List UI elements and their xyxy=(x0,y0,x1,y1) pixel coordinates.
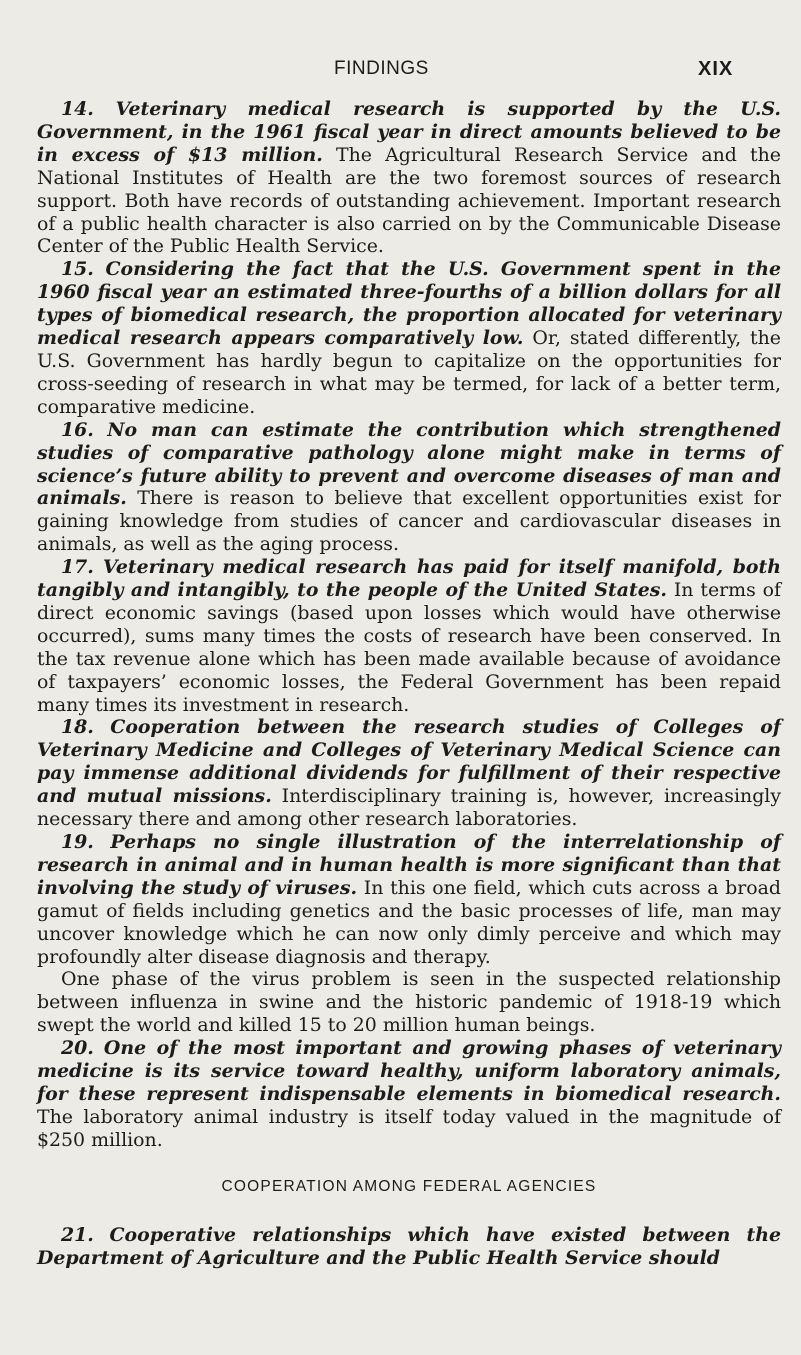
section-heading: COOPERATION AMONG FEDERAL AGENCIES xyxy=(221,1177,597,1195)
finding-lead-sentence: Cooperation between the research studies of Colleges of Veterinary Medicine and Colleges of Veterinary Medical Science can pay immense additional dividends for fulfillment of their respective and mutual missions. xyxy=(37,716,781,808)
finding-paragraph xyxy=(37,556,781,716)
finding-lead-sentence: Veterinary medical research is supported by the U.S. Government, in the 1961 fiscal year in direct amounts believed to be in excess of $13 million. xyxy=(37,98,782,166)
page-number: XIX xyxy=(698,58,734,80)
finding-lead-sentence: Cooperative relationships which have existed between the Department of Agriculture and the Public Health Service should xyxy=(37,1223,781,1269)
finding-body-text: In terms of direct economic savings (based upon losses which would have otherwise occurred), sums many times the costs of research have been conserved. In the tax revenue alone which has been made available because of avoidance of taxpayers’ economic losses, the Federal Government has been repaid many times its investment in research. xyxy=(37,579,781,716)
finding-paragraph xyxy=(37,1037,781,1152)
finding-paragraph xyxy=(37,716,781,831)
finding-body-text: Or, stated differently, the U.S. Government has hardly begun to capitalize on the opportunities for cross-seeding of research in what may be termed, for lack of a better term, comparative medicine. xyxy=(37,327,781,418)
finding-number: 21. xyxy=(61,1223,94,1246)
finding-lead-sentence: Veterinary medical research has paid for itself manifold, both tangibly and intangibly, to the people of the United States. xyxy=(37,556,781,602)
finding-paragraph xyxy=(37,968,781,1037)
running-title: FINDINGS xyxy=(334,58,429,79)
finding-body-text: The laboratory animal industry is itself today valued in the magnitude of $250 million. xyxy=(37,1105,781,1151)
finding-body-text: In this one field, which cuts across a broad gamut of fields including genetics and the basic processes of life, man may uncover knowledge which he can now only dimly perceive and which may profoundly alter disease diagnosis and therapy. xyxy=(37,876,781,968)
finding-paragraph xyxy=(37,831,781,968)
finding-paragraph xyxy=(37,419,781,556)
finding-lead-sentence: Perhaps no single illustration of the interrelationship of research in animal and in human health is more significant than that involving the study of viruses. xyxy=(37,831,781,899)
finding-number: 17. xyxy=(61,556,94,579)
finding-paragraph xyxy=(37,1224,781,1270)
findings-list-continued xyxy=(37,1224,781,1270)
body-text xyxy=(37,98,781,1270)
finding-number: 14. xyxy=(61,98,94,120)
finding-number: 20. xyxy=(61,1037,94,1060)
page-header xyxy=(0,58,801,84)
finding-number: 16. xyxy=(61,418,94,441)
finding-paragraph xyxy=(37,98,781,258)
finding-body-text: The Agricultural Research Service and the National Institutes of Health are the two foremost sources of research support. Both have records of outstanding achievement. Important research of a public health character is also carried on by the Communicable Disease Center of the Public Health Service. xyxy=(37,143,781,258)
finding-body-text: One phase of the virus problem is seen in the suspected relationship between influenza in swine and the historic pandemic of 1918-19 which swept the world and killed 15 to 20 million human beings. xyxy=(37,968,781,1037)
finding-number: 19. xyxy=(61,831,94,853)
findings-list xyxy=(37,98,781,1152)
finding-number: 15. xyxy=(61,258,94,281)
finding-lead-sentence: No man can estimate the contribution which strengthened studies of comparative pathology alone might make in terms of science’s future ability to prevent and overcome diseases of man and animals. xyxy=(37,418,781,510)
finding-body-text: There is reason to believe that excellent opportunities exist for gaining knowledge from studies of cancer and cardiovascular diseases in animals, as well as the aging process. xyxy=(37,487,781,556)
finding-lead-sentence: One of the most important and growing phases of veterinary medicine is its service toward healthy, uniform laboratory animals, for these represent indispensable elements in biomedical research. xyxy=(37,1037,781,1105)
finding-number: 18. xyxy=(61,716,94,739)
finding-paragraph xyxy=(37,258,781,418)
finding-lead-sentence: Considering the fact that the U.S. Government spent in the 1960 fiscal year an estimated three-fourths of a billion dollars for all types of biomedical research, the proportion allocated for veterinary medical research appears comparatively low. xyxy=(37,258,781,350)
finding-body-text: Interdisciplinary training is, however, increasingly necessary there and among other research laboratories. xyxy=(37,785,782,831)
